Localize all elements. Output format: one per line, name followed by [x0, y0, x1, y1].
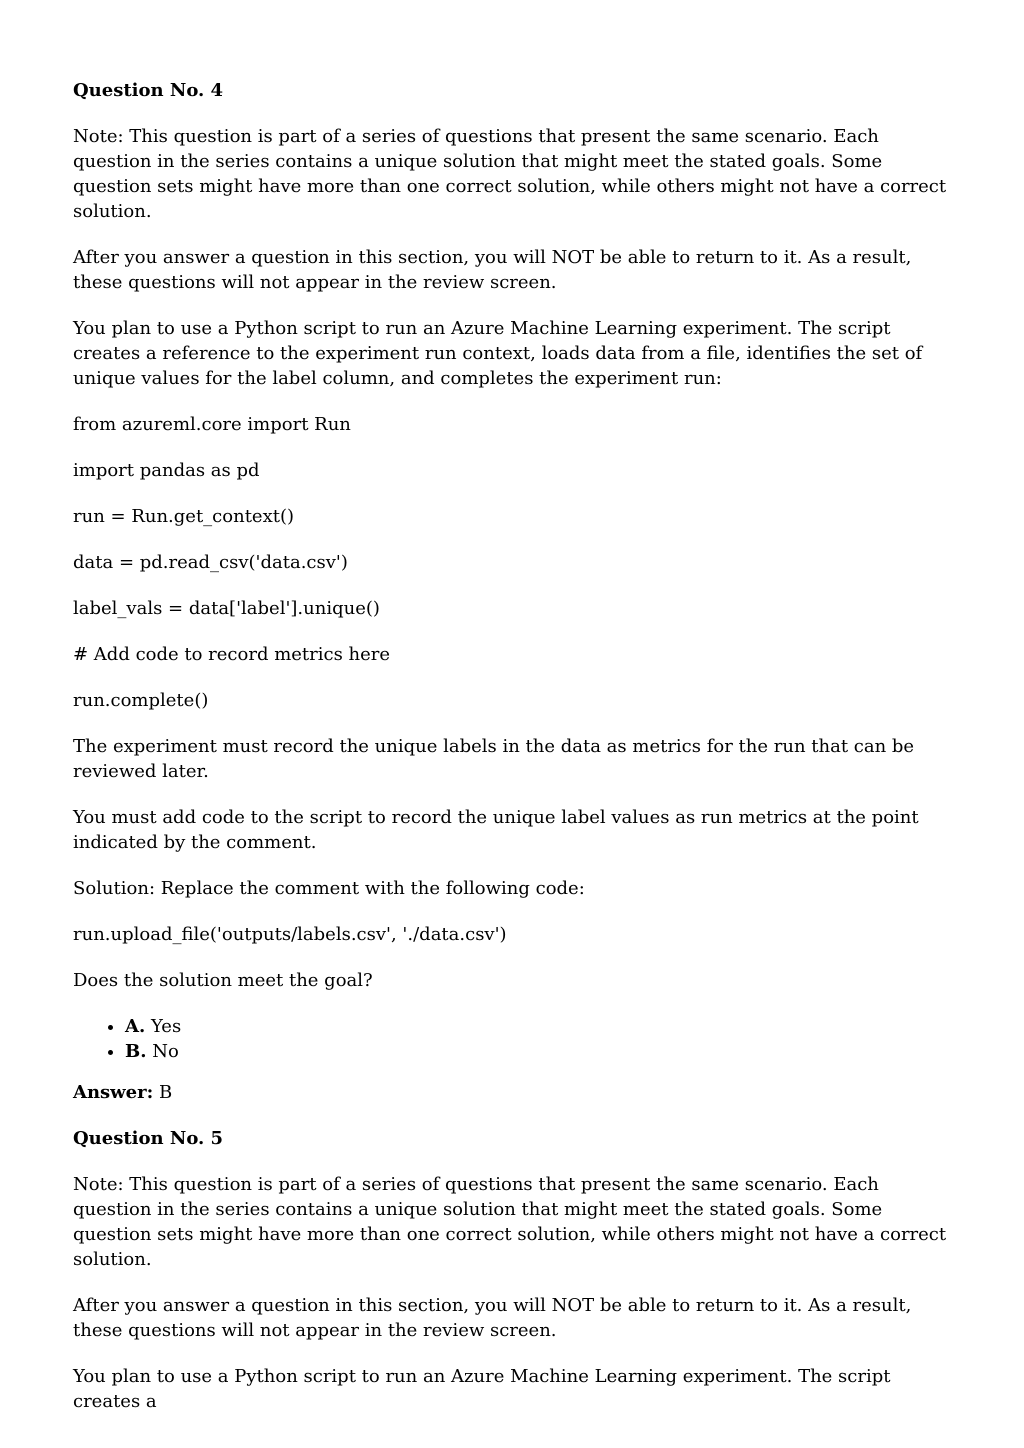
code-line: label_vals = data['label'].unique() [73, 598, 380, 619]
question-note: Note: This question is part of a series of questions that present the same scenario. Each question in the series contains a unique solution that might meet the stated goals. Some question sets might have more than one correct solution, while others might not have a correct solution. [73, 126, 947, 222]
code-line: run = Run.get_context() [73, 506, 295, 527]
option-letter: B. [125, 1041, 147, 1062]
option-text: No [152, 1041, 179, 1062]
option-letter: A. [125, 1016, 146, 1037]
answer-line [73, 1080, 953, 1105]
answer-label: Answer: [73, 1082, 154, 1103]
code-line: # Add code to record metrics here [73, 644, 391, 665]
question-warning: After you answer a question in this section, you will NOT be able to return to it. As a result, these questions will not appear in the review screen. [73, 247, 912, 293]
option-b [125, 1039, 953, 1064]
question-note: Note: This question is part of a series of questions that present the same scenario. Each question in the series contains a unique solution that might meet the stated goals. Some question sets might have more than one correct solution, while others might not have a correct solution. [73, 1174, 947, 1270]
question-prompt: Does the solution meet the goal? [73, 970, 373, 991]
question-scenario: You plan to use a Python script to run an Azure Machine Learning experiment. The script creates a [73, 1366, 891, 1412]
answer-value: B [159, 1082, 173, 1103]
code-line: import pandas as pd [73, 460, 260, 481]
solution-intro: Solution: Replace the comment with the following code: [73, 878, 585, 899]
option-text: Yes [150, 1016, 182, 1037]
document-page [73, 78, 953, 1435]
question-title: Question No. 5 [73, 1128, 224, 1149]
code-line: run.complete() [73, 690, 209, 711]
answer-options [73, 1014, 953, 1064]
question-5 [73, 1126, 953, 1414]
solution-code: run.upload_file('outputs/labels.csv', './data.csv') [73, 924, 507, 945]
question-task: You must add code to the script to record the unique label values as run metrics at the point indicated by the comment. [73, 807, 919, 853]
question-title: Question No. 4 [73, 80, 224, 101]
question-scenario: You plan to use a Python script to run an Azure Machine Learning experiment. The script creates a reference to the experiment run context, loads data from a file, identifies the set of unique values for the label column, and completes the experiment run: [73, 318, 923, 389]
code-line: from azureml.core import Run [73, 414, 351, 435]
question-warning: After you answer a question in this section, you will NOT be able to return to it. As a result, these questions will not appear in the review screen. [73, 1295, 912, 1341]
option-a [125, 1014, 953, 1039]
code-line: data = pd.read_csv('data.csv') [73, 552, 348, 573]
question-requirement: The experiment must record the unique labels in the data as metrics for the run that can be reviewed later. [73, 736, 915, 782]
question-4 [73, 78, 953, 1105]
